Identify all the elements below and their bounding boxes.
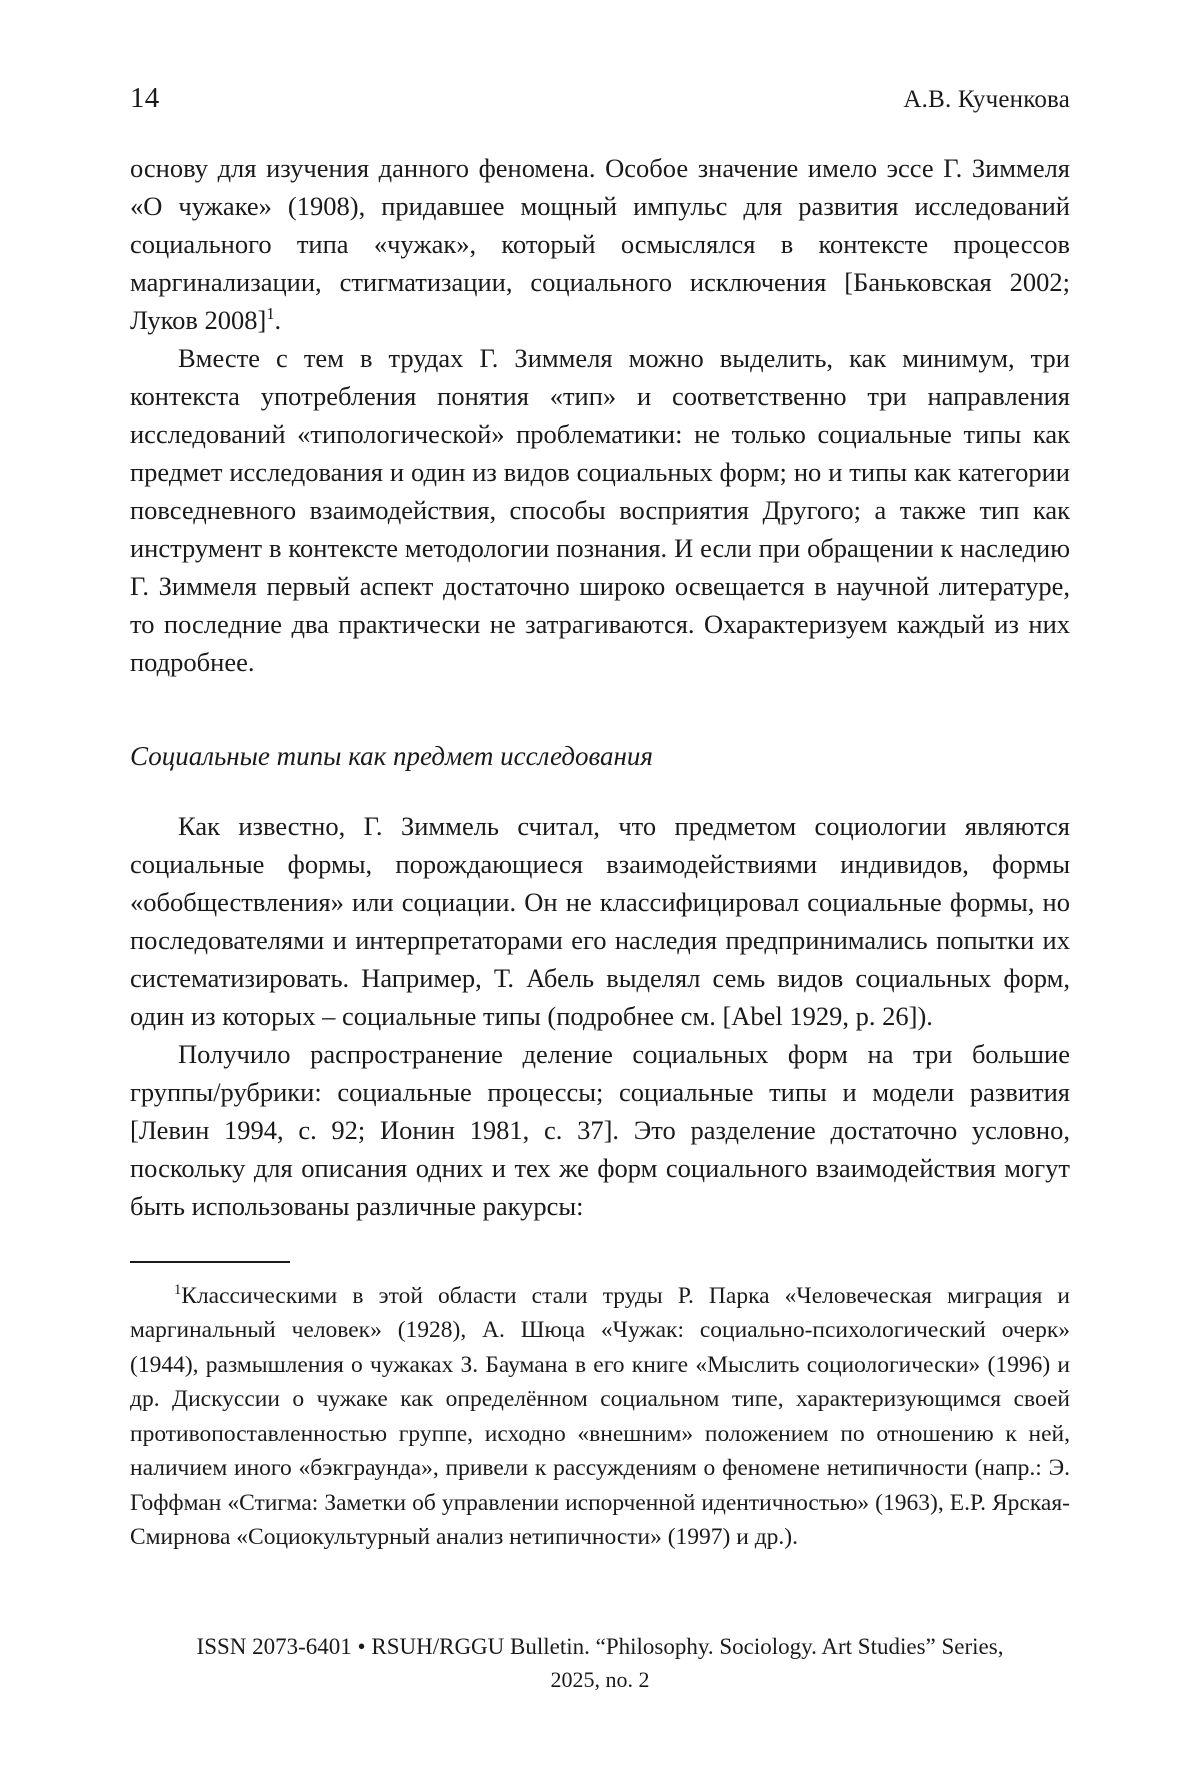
page-footer: [130, 1630, 1070, 1696]
footnote-separator-rule: [130, 1261, 290, 1263]
running-head: [130, 82, 1070, 115]
footnote-1-text: Классическими в этой области стали труды Р. Парка «Человеческая миграция и маргинальный человек» (1928), А. Шюца «Чужак: социально-психологический очерк» (1944), размышления о чужаках З. Баумана в его книге «Мыслить социологически» (1996) и др. Дискуссии о чужаке как определённом социальном типе, характеризующимся своей противопоставленностью группе, исходно «внешним» положением по отношению к ней, наличием иного «бэкграунда», привели к рассуждениям о феномене нетипичности (напр.: Э. Гоффман «Стигма: Заметки об управлении испорченной идентичностью» (1963), Е.Р. Ярская-Смирнова «Социокультурный анализ нетипичности» (1997) и др.).: [130, 1282, 1070, 1551]
footnote-block: [130, 1261, 1070, 1555]
footnote-marker-1: 1: [174, 1281, 182, 1298]
running-head-author: А.В. Кученкова: [903, 86, 1070, 113]
paragraph-1-text: основу для изучения данного феномена. Особое значение имело эссе Г. Зиммеля «О чужаке» (1908), придавшее мощный импульс для развития исследований социального типа «чужак», который осмыслялся в контексте процессов маргинализации, стигматизации, социального исключения [Баньковская 2002; Луков 2008]: [130, 153, 1070, 335]
section-heading: Социальные типы как предмет исследования: [130, 741, 653, 771]
paragraph-1-tail: .: [274, 305, 282, 335]
paragraph-3: Как известно, Г. Зиммель считал, что предметом социологии являются социальные формы, порождающиеся взаимодействиями индивидов, формы «обобществления» или социации. Он не классифицировал социальные формы, но последователями и интерпретаторами его наследия предпринимались попытки их систематизировать. Например, Т. Абель выделял семь видов социальных форм, один из которых – социальные типы (подробнее см. [Abel 1929, p. 26]).: [130, 811, 1070, 1031]
page-number: 14: [130, 82, 160, 114]
footnote-reference-1: 1: [266, 304, 275, 324]
body-text: [130, 149, 1070, 1225]
paragraph-4: Получило распространение деление социальных форм на три большие группы/рубрики: социальные процессы; социальные типы и модели развития [Левин 1994, с. 92; Ионин 1981, с. 37]. Это разделение достаточно условно, поскольку для описания одних и тех же форм социального взаимодействия могут быть использованы различные ракурсы:: [130, 1039, 1070, 1221]
paragraph-2: Вместе с тем в трудах Г. Зиммеля можно выделить, как минимум, три контекста употребления понятия «тип» и соответственно три направления исследований «типологической» проблематики: не только социальные типы как предмет исследования и один из видов социальных форм; но и типы как категории повседневного взаимодействия, способы восприятия Другого; а также тип как инструмент в контексте методологии познания. И если при обращении к наследию Г. Зиммеля первый аспект достаточно широко освещается в научной литературе, то последние два практически не затрагиваются. Охарактеризуем каждый из них подробнее.: [130, 343, 1070, 677]
footer-issue-line: 2025, no. 2: [550, 1667, 650, 1692]
footnote-1: [130, 1279, 1070, 1555]
paragraph-1: [130, 149, 1070, 339]
page-content: [130, 82, 1070, 1555]
footer-journal-line: ISSN 2073-6401 • RSUH/RGGU Bulletin. “Philosophy. Sociology. Art Studies” Series,: [196, 1634, 1004, 1659]
